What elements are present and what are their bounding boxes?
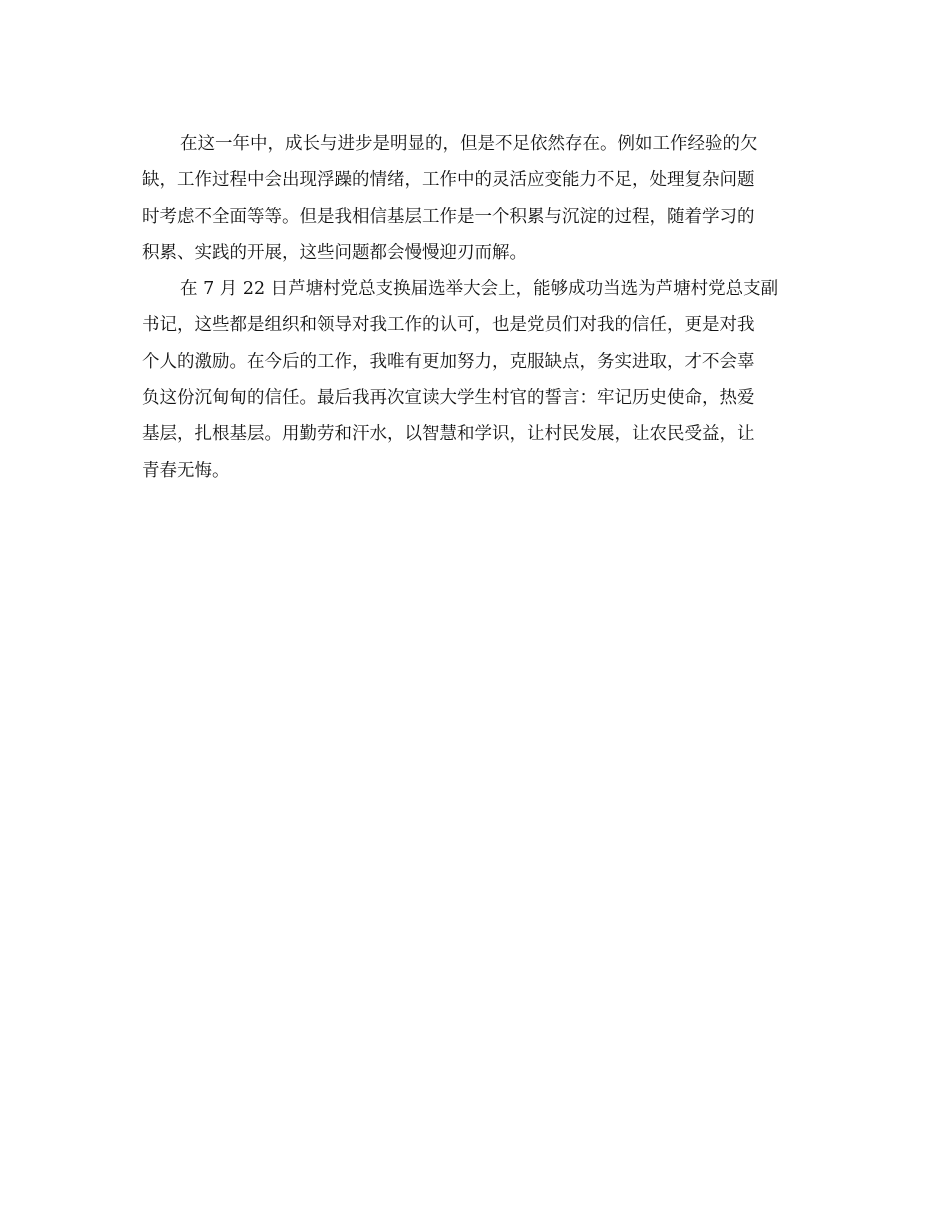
text-line: 负这份沉甸甸的信任。最后我再次宣读大学生村官的誓言：牢记历史使命，热爱	[142, 388, 755, 409]
paragraph	[142, 126, 806, 271]
text-line: 缺，工作过程中会出现浮躁的情绪，工作中的灵活应变能力不足，处理复杂问题	[142, 170, 755, 191]
text-line: 基层，扎根基层。用勤劳和汗水，以智慧和学识，让村民发展，让农民受益，让	[142, 424, 755, 445]
text-line: 个人的激励。在今后的工作，我唯有更加努力，克服缺点，务实进取，才不会辜	[142, 351, 755, 372]
text-line: 积累、实践的开展，这些问题都会慢慢迎刃而解。	[142, 242, 527, 263]
text-line: 青春无悔。	[142, 460, 230, 481]
document-body	[142, 126, 806, 489]
text-line: 在这一年中，成长与进步是明显的，但是不足依然存在。例如工作经验的欠	[180, 134, 758, 154]
paragraph	[142, 271, 806, 489]
text-line: 书记，这些都是组织和领导对我工作的认可，也是党员们对我的信任，更是对我	[142, 315, 755, 336]
text-line: 在 7 月 22 日芦塘村党总支换届选举大会上，能够成功当选为芦塘村党总支副	[180, 279, 779, 300]
text-line: 时考虑不全面等等。但是我相信基层工作是一个积累与沉淀的过程，随着学习的	[142, 206, 755, 227]
